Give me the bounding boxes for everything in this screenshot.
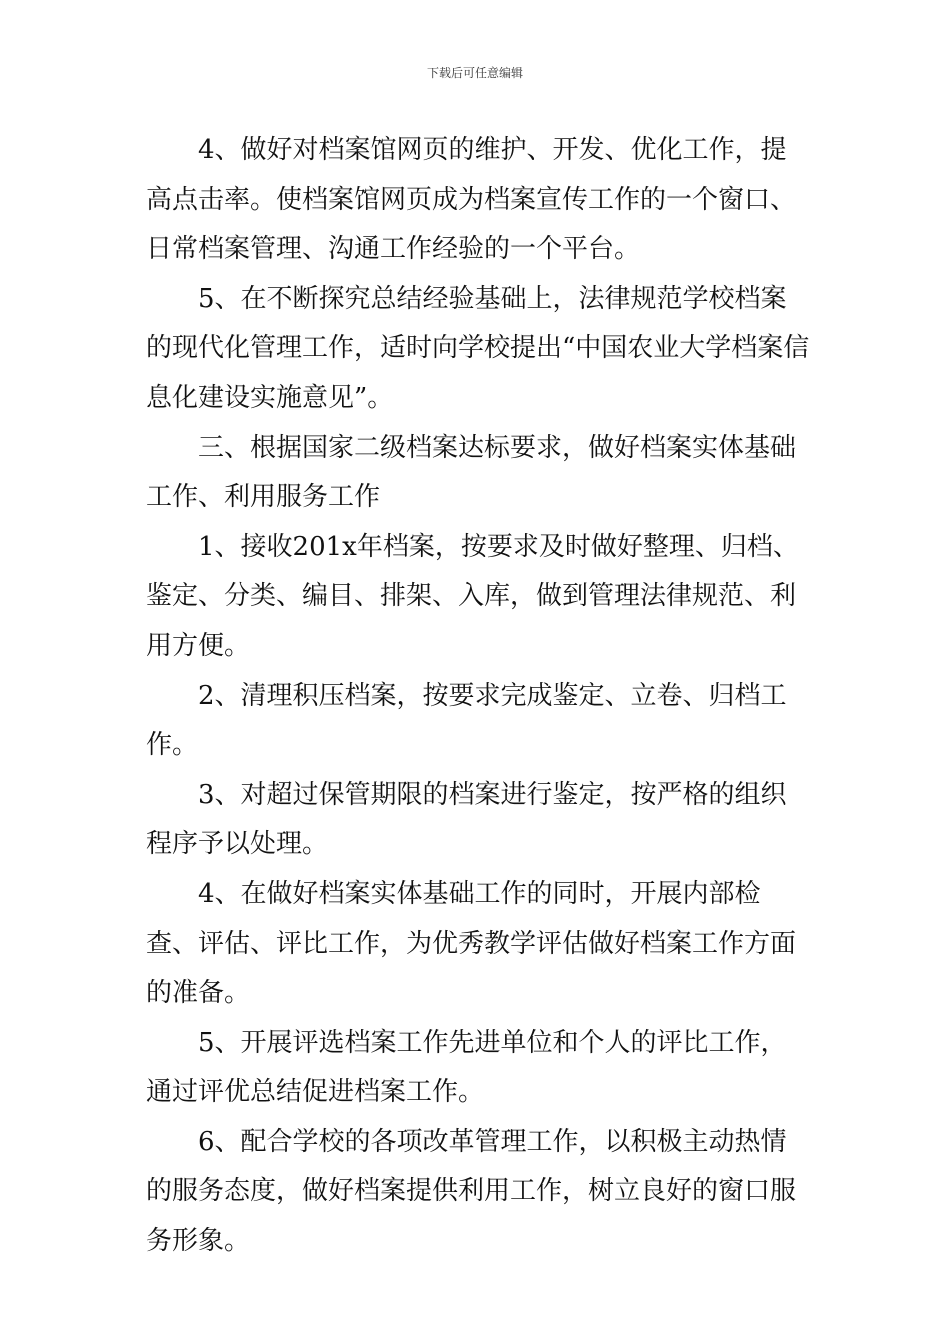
paragraph-item-3-appraisal: 3、对超过保管期限的档案进行鉴定，按严格的组织程序予以处理。 bbox=[146, 779, 787, 860]
paragraph-item-5-informatization: 5、在不断探究总结经验基础上，法律规范学校档案的现代化管理工作，适时向学校提出“中国农业大学档案信息化建设实施意见”。 bbox=[146, 283, 810, 413]
paragraph-item-1-receive: 1、接收201x年档案，按要求及时做好整理、归档、鉴定、分类、编目、排架、入库，做到管理法律规范、利用方便。 bbox=[146, 531, 799, 661]
section-heading-three: 三、根据国家二级档案达标要求，做好档案实体基础工作、利用服务工作 bbox=[146, 432, 797, 513]
page-header-note: 下载后可任意编辑 bbox=[426, 66, 523, 80]
document-body bbox=[146, 126, 810, 1267]
paragraph-item-4-inspection: 4、在做好档案实体基础工作的同时，开展内部检查、评估、评比工作，为优秀教学评估做好档案工作方面的准备。 bbox=[146, 878, 797, 1009]
paragraph-item-2-backlog: 2、清理积压档案，按要求完成鉴定、立卷、归档工作。 bbox=[146, 680, 787, 761]
paragraph-item-4-webpage: 4、做好对档案馆网页的维护、开发、优化工作，提高点击率。使档案馆网页成为档案宣传工作的一个窗口、日常档案管理、沟通工作经验的一个平台。 bbox=[146, 135, 797, 265]
paragraph-item-6-service: 6、配合学校的各项改革管理工作，以积极主动热情的服务态度，做好档案提供利用工作，树立良好的窗口服务形象。 bbox=[146, 1126, 797, 1257]
paragraph-item-5-evaluation: 5、开展评选档案工作先进单位和个人的评比工作，通过评优总结促进档案工作。 bbox=[146, 1027, 787, 1108]
